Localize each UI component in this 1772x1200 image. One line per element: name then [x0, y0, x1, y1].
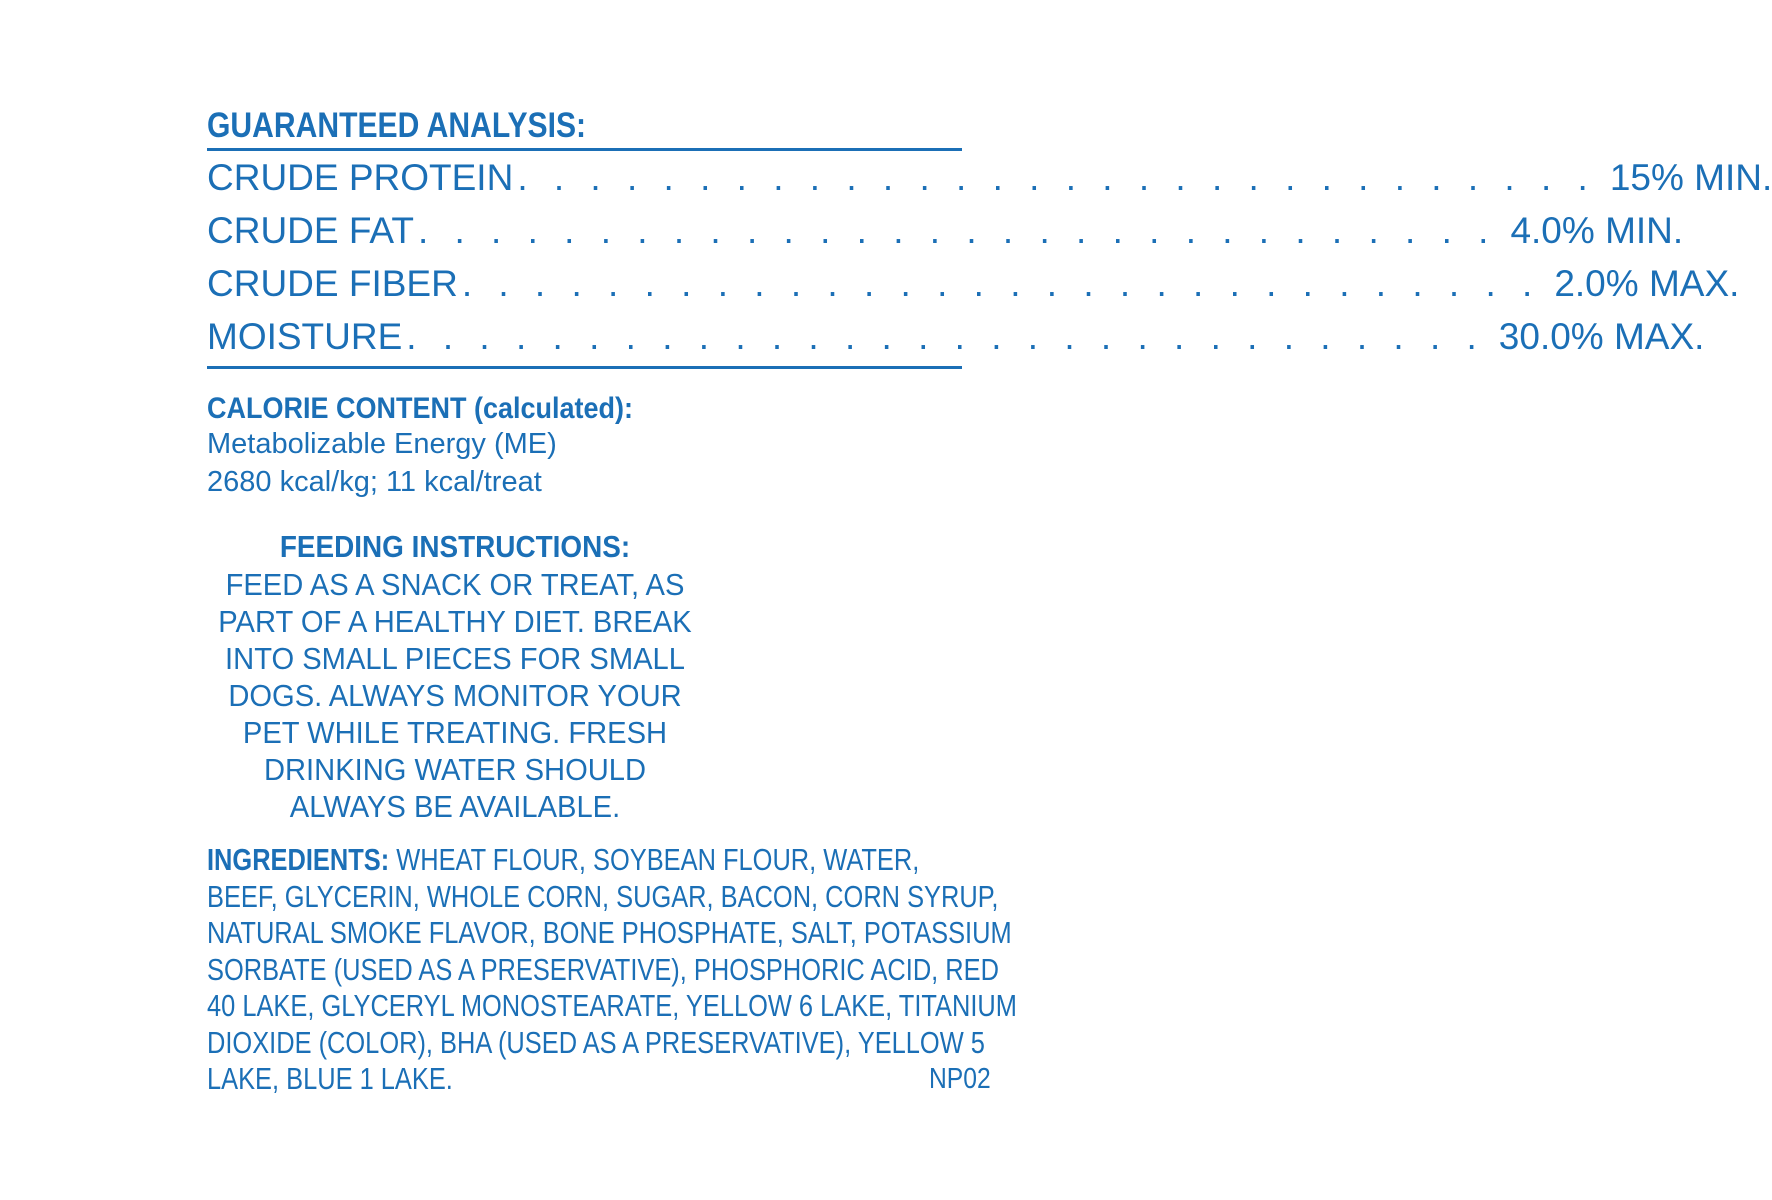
ingredients-line: SORBATE (USED AS A PRESERVATIVE), PHOSPHORIC ACID, RED [207, 951, 999, 987]
feeding-instructions-title: FEEDING INSTRUCTIONS: [279, 529, 631, 564]
analysis-value: 30.0% MAX. [1498, 316, 1705, 357]
analysis-name: CRUDE FIBER [207, 263, 458, 304]
dot-leader: . . . . . . . . . . . . . . . . . . . . . . . . . . . . . . [517, 157, 1596, 198]
analysis-value: 4.0% MIN. [1510, 210, 1684, 251]
feeding-line: INTO SMALL PIECES FOR SMALL [225, 641, 685, 676]
analysis-value: 2.0% MAX. [1554, 263, 1740, 304]
ingredients-line: LAKE, BLUE 1 LAKE. [207, 1061, 453, 1096]
dot-leader: . . . . . . . . . . . . . . . . . . . . . . . . . . . . . . [417, 210, 1497, 251]
ingredients-line: 40 LAKE, GLYCERYL MONOSTEARATE, YELLOW 6 LAKE, TITANIUM [207, 988, 1017, 1023]
ingredients-text: WHEAT FLOUR, SOYBEAN FLOUR, WATER, [389, 842, 920, 877]
analysis-name: CRUDE PROTEIN [207, 157, 514, 198]
ingredients-line: NATURAL SMOKE FLAVOR, BONE PHOSPHATE, SALT, POTASSIUM [207, 915, 1012, 950]
ingredients-title: INGREDIENTS: [207, 842, 390, 877]
ingredients-line [207, 842, 920, 879]
ingredients-line: DIOXIDE (COLOR), BHA (USED AS A PRESERVATIVE), YELLOW 5 [207, 1024, 985, 1060]
feeding-line: PET WHILE TREATING. FRESH [242, 715, 668, 750]
ingredients-line: BEEF, GLYCERIN, WHOLE CORN, SUGAR, BACON, CORN SYRUP, [207, 878, 999, 914]
calorie-content-title: CALORIE CONTENT (calculated): [207, 392, 634, 425]
analysis-value: 15% MIN. [1609, 157, 1772, 198]
feeding-instructions-block [200, 528, 710, 825]
lot-code: NP02 [929, 1063, 991, 1095]
analysis-bottom-rule [207, 366, 962, 369]
feeding-line: ALWAYS BE AVAILABLE. [289, 789, 621, 824]
analysis-row-crude-fat [207, 206, 1684, 256]
analysis-row-crude-fiber [207, 259, 1740, 309]
dot-leader: . . . . . . . . . . . . . . . . . . . . . . . . . . . . . . [406, 316, 1485, 357]
dot-leader: . . . . . . . . . . . . . . . . . . . . . . . . . . . . . . [461, 263, 1541, 304]
analysis-name: CRUDE FAT [207, 210, 414, 251]
feeding-line: DRINKING WATER SHOULD [263, 752, 647, 787]
analysis-top-rule [207, 148, 962, 151]
analysis-row-crude-protein [207, 153, 1772, 203]
calorie-line: Metabolizable Energy (ME) [207, 428, 557, 460]
feeding-line: FEED AS A SNACK OR TREAT, AS [225, 567, 685, 602]
analysis-row-moisture [207, 312, 1705, 362]
ingredients-block [207, 842, 1017, 1098]
guaranteed-analysis-title: GUARANTEED ANALYSIS: [207, 106, 587, 145]
calorie-line: 2680 kcal/kg; 11 kcal/treat [207, 466, 542, 498]
analysis-name: MOISTURE [207, 316, 403, 357]
feeding-line: DOGS. ALWAYS MONITOR YOUR [228, 678, 682, 713]
feeding-line: PART OF A HEALTHY DIET. BREAK [218, 604, 692, 639]
